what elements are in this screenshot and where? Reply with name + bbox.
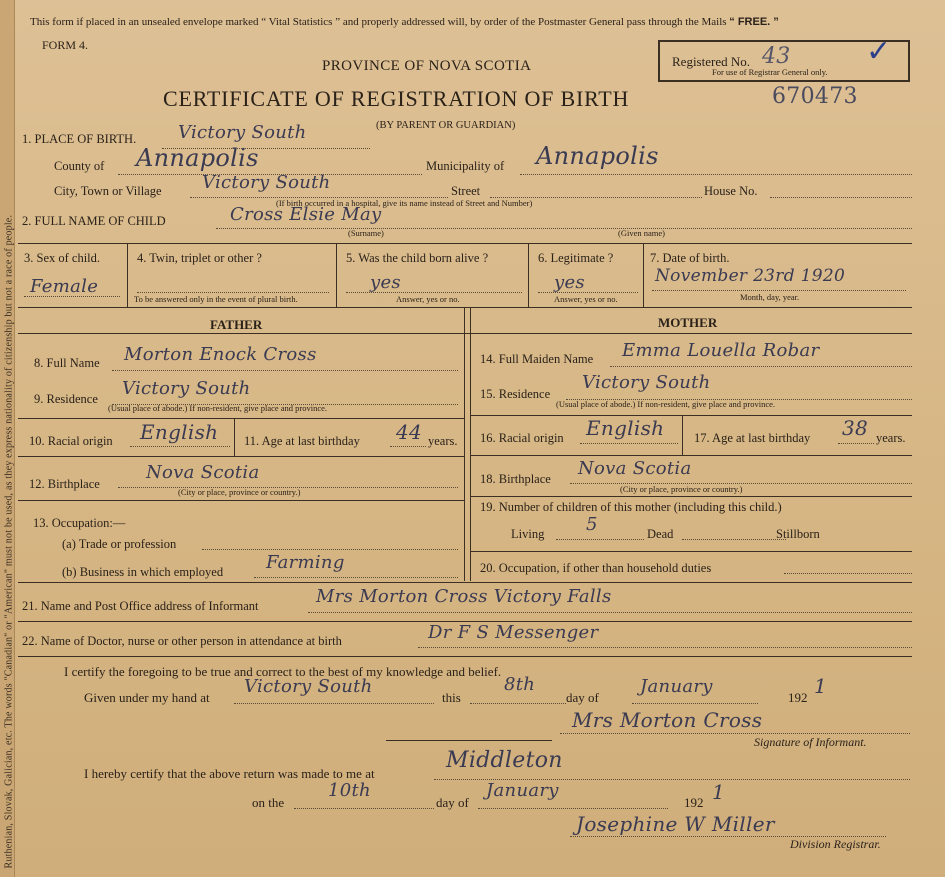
registrar-statement: I hereby certify that the above return was made to me at [84, 766, 375, 781]
sex-label: 3. Sex of child. [24, 251, 101, 265]
mother-rule-3 [470, 496, 912, 497]
municipality-line [520, 174, 912, 175]
margin-note: Ruthenian, Slovak, Galician, etc. The words "Canadian" or "American" must not be used, as they express nationality of citizenship but not a race of people. [3, 214, 15, 869]
section-heading-rule [18, 333, 912, 334]
cert-day-line [470, 703, 566, 704]
mother-age-line [838, 443, 874, 444]
surname-note: (Surname) [348, 228, 384, 238]
legitimate-label: 6. Legitimate ? [538, 251, 614, 265]
given-place-line [234, 703, 434, 704]
registered-number: 43 [762, 44, 791, 69]
county-value: Annapolis [136, 144, 259, 172]
dead-line [682, 539, 786, 540]
cert-day-value: 8th [504, 674, 536, 695]
county-label: County of [54, 159, 105, 173]
divider-4-5 [336, 243, 337, 307]
mother-birthplace-value: Nova Scotia [578, 458, 692, 479]
born-alive-line [346, 292, 522, 293]
certificate-title: CERTIFICATE OF REGISTRATION OF BIRTH [163, 86, 630, 111]
father-birthplace-value: Nova Scotia [146, 462, 260, 483]
municipality-value: Annapolis [536, 142, 659, 170]
living-label: Living [511, 527, 545, 541]
form-number: FORM 4. [42, 38, 89, 52]
cert-month-value: January [640, 676, 713, 697]
certificate-number: 670473 [772, 84, 858, 109]
father-name-line [112, 370, 458, 371]
dead-label: Dead [647, 527, 674, 541]
mother-occupation-label: 20. Occupation, if other than household duties [480, 561, 712, 575]
mother-birthplace-label: 18. Birthplace [480, 472, 551, 486]
trade-line [202, 549, 458, 550]
certify-statement: I certify the foregoing to be true and correct to the best of my knowledge and belief. [64, 664, 502, 679]
street-label: Street [451, 184, 481, 198]
divider-3-4 [127, 243, 128, 307]
legitimate-line [538, 292, 638, 293]
informant-label: 21. Name and Post Office address of Informant [22, 599, 259, 613]
divider-5-6 [528, 243, 529, 307]
mother-age-unit: years. [876, 431, 906, 445]
legitimate-note: Answer, yes or no. [554, 294, 618, 304]
informant-signature-line [560, 733, 910, 734]
mother-occupation-line [784, 573, 912, 574]
father-birthplace-note: (City or place, province or country.) [178, 487, 301, 497]
registrar-year-suffix: 1 [712, 780, 726, 804]
registered-label: Registered No. [672, 54, 750, 69]
father-name-label: 8. Full Name [34, 356, 100, 370]
cert-month-line [632, 703, 758, 704]
legitimate-value: yes [554, 272, 585, 293]
mail-notice-free: “ FREE. ” [729, 16, 779, 28]
stillborn-label: Stillborn [776, 527, 820, 541]
mother-race-divider [682, 415, 683, 455]
father-birthplace-label: 12. Birthplace [29, 477, 100, 491]
father-rule-2 [18, 456, 464, 457]
father-mother-divider [464, 307, 465, 581]
house-number-label: House No. [704, 184, 758, 198]
mother-race-value: English [586, 416, 665, 440]
born-alive-note: Answer, yes or no. [396, 294, 460, 304]
mother-heading: MOTHER [658, 315, 718, 330]
father-age-value: 44 [396, 420, 423, 444]
mother-residence-value: Victory South [582, 372, 711, 393]
father-residence-value: Victory South [122, 378, 251, 399]
born-alive-label: 5. Was the child born alive ? [346, 251, 489, 265]
row-top-rule [18, 243, 912, 244]
date-of-birth-note: Month, day, year. [740, 292, 800, 302]
informant-value: Mrs Morton Cross Victory Falls [316, 586, 612, 607]
registrar-on-label: on the [252, 795, 285, 810]
given-under-label: Given under my hand at [84, 690, 210, 705]
province-heading: PROVINCE OF NOVA SCOTIA [322, 58, 532, 74]
left-margin-strip [0, 0, 15, 877]
sex-line [24, 296, 120, 297]
place-of-birth-value: Victory South [178, 122, 307, 143]
twin-label: 4. Twin, triplet or other ? [137, 251, 262, 265]
registrar-day-value: 10th [328, 780, 371, 801]
cert-year-prefix: 192 [788, 690, 808, 705]
hospital-note: (If birth occurred in a hospital, give its name instead of Street and Number) [276, 198, 533, 208]
father-race-value: English [140, 420, 219, 444]
cert-year-suffix: 1 [814, 674, 828, 698]
father-rule-3 [18, 500, 464, 501]
registrar-year-prefix: 192 [684, 795, 704, 810]
mother-race-line [580, 443, 678, 444]
registrar-note: For use of Registrar General only. [712, 67, 828, 77]
father-race-line [130, 446, 230, 447]
father-rule-1 [18, 418, 464, 419]
mother-residence-note: (Usual place of abode.) If non-resident, give place and province. [556, 399, 776, 409]
registrar-day-of-label: day of [436, 795, 469, 810]
given-name-note: (Given name) [618, 228, 665, 238]
this-label: this [442, 690, 461, 705]
mother-rule-4 [470, 551, 912, 552]
separator-rule [386, 740, 552, 741]
row-bottom-rule [18, 307, 912, 308]
mail-notice-text: This form if placed in an unsealed envelope marked “ Vital Statistics ” and properly addressed will, by order of the Postmaster General pass through the Mails [30, 16, 727, 28]
given-place-value: Victory South [244, 676, 373, 697]
child-name-value: Cross Elsie May [230, 204, 382, 225]
mother-age-label: 17. Age at last birthday [694, 431, 811, 445]
registrar-month-value: January [486, 780, 559, 801]
mother-name-label: 14. Full Maiden Name [480, 352, 594, 366]
father-name-value: Morton Enock Cross [124, 344, 317, 365]
twin-note: To be answered only in the event of plural birth. [134, 294, 298, 304]
mother-birthplace-note: (City or place, province or country.) [620, 484, 743, 494]
mother-residence-label: 15. Residence [480, 387, 551, 401]
mother-race-label: 16. Racial origin [480, 431, 564, 445]
date-of-birth-line [652, 290, 906, 291]
father-age-label: 11. Age at last birthday [244, 434, 360, 448]
registrar-place-value: Middleton [446, 748, 563, 773]
business-label: (b) Business in which employed [62, 565, 224, 579]
business-value: Farming [266, 552, 345, 573]
mother-age-value: 38 [842, 416, 869, 440]
date-of-birth-label: 7. Date of birth. [650, 251, 730, 265]
informant-signature: Mrs Morton Cross [572, 708, 763, 732]
registrar-caption: Division Registrar. [790, 837, 881, 851]
sex-value: Female [30, 276, 99, 297]
occupation-label: 13. Occupation:— [33, 516, 126, 530]
doctor-label: 22. Name of Doctor, nurse or other person in attendance at birth [22, 634, 342, 648]
city-value: Victory South [202, 172, 331, 193]
mother-name-value: Emma Louella Robar [622, 340, 820, 361]
registrar-day-line [294, 808, 434, 809]
born-alive-value: yes [370, 272, 401, 293]
father-age-line [390, 446, 426, 447]
city-label: City, Town or Village [54, 184, 162, 198]
informant-signature-caption: Signature of Informant. [754, 735, 867, 749]
child-name-label: 2. FULL NAME OF CHILD [22, 214, 166, 228]
trade-label: (a) Trade or profession [62, 537, 177, 551]
mother-name-line [610, 366, 912, 367]
father-mother-divider-inner [470, 307, 471, 581]
date-of-birth-value: November 23rd 1920 [655, 266, 846, 286]
doctor-line [418, 647, 912, 648]
father-age-unit: years. [428, 434, 458, 448]
mail-notice [30, 16, 779, 28]
cert-day-of-label: day of [566, 690, 599, 705]
place-of-birth-label: 1. PLACE OF BIRTH. [22, 132, 137, 146]
mother-rule-2 [470, 455, 912, 456]
child-name-line [216, 228, 912, 229]
father-race-label: 10. Racial origin [29, 434, 113, 448]
informant-line [308, 612, 912, 613]
father-residence-note: (Usual place of abode.) If non-resident, give place and province. [108, 403, 328, 413]
business-line [254, 577, 458, 578]
living-line [556, 539, 644, 540]
divider-6-7 [643, 243, 644, 307]
section-bottom-rule [18, 582, 912, 583]
registrar-month-line [478, 808, 668, 809]
doctor-rule [18, 656, 912, 657]
twin-line [137, 292, 329, 293]
house-number-line [770, 197, 912, 198]
doctor-value: Dr F S Messenger [428, 622, 599, 643]
registrar-signature: Josephine W Miller [576, 812, 775, 836]
check-mark-icon: ✓ [866, 34, 892, 69]
living-value: 5 [586, 514, 598, 535]
certificate-subtitle: (BY PARENT OR GUARDIAN) [376, 120, 516, 131]
children-count-label: 19. Number of children of this mother (including this child.) [480, 500, 782, 514]
municipality-label: Municipality of [426, 159, 505, 173]
father-residence-label: 9. Residence [34, 392, 98, 406]
father-race-divider [234, 418, 235, 456]
father-heading: FATHER [210, 317, 263, 332]
